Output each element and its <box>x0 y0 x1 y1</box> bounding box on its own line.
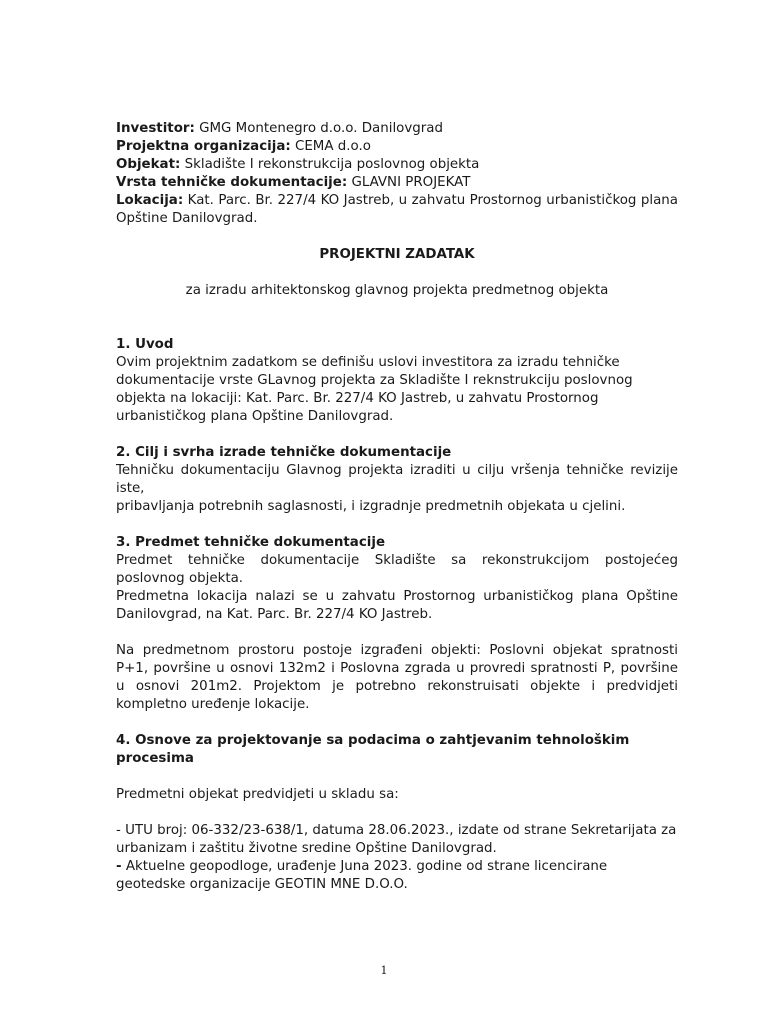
lokacija-value: Kat. Parc. Br. 227/4 KO Jastreb, u zahvatu Prostornog urbanističkog plana Opštine Danilovgrad. <box>116 193 678 226</box>
lokacija-label: Lokacija: <box>116 193 184 208</box>
objekat-value: Skladište I rekonstrukcija poslovnog objekta <box>180 157 480 172</box>
vrsta-label: Vrsta tehničke dokumentacije: <box>116 175 348 190</box>
section-title: 1. Uvod <box>116 337 174 352</box>
organizacija-row <box>116 138 678 156</box>
section-title: 4. Osnove za projektovanje sa podacima o zahtjevanim tehnološkim procesima <box>116 733 630 766</box>
investitor-value: GMG Montenegro d.o.o. Danilovgrad <box>194 121 443 136</box>
section-body-line: pribavljanja potrebnih saglasnosti, i izgradnje predmetnih objekata u cjelini. <box>116 499 626 514</box>
page-number: 1 <box>380 964 388 977</box>
section-paragraph: Predmetna lokacija nalazi se u zahvatu Prostornog urbanističkog plana Opštine Danilovgrad, na Kat. Parc. Br. 227/4 KO Jastreb. <box>116 589 678 622</box>
organizacija-value: CEMA d.o.o <box>290 139 371 154</box>
section-osnove <box>116 732 678 894</box>
section-title: 2. Cilj i svrha izrade tehničke dokumentacije <box>116 445 452 460</box>
list-item-text: Aktuelne geopodloge, urađenje Juna 2023. godine od strane licencirane geotedske organizacije GEOTIN MNE D.O.O. <box>116 859 608 892</box>
section-cilj <box>116 444 678 516</box>
document-title: PROJEKTNI ZADATAK <box>319 247 475 262</box>
section-uvod <box>116 336 678 426</box>
list-item: - UTU broj: 06-332/23-638/1, datuma 28.06.2023., izdate od strane Sekretarijata za urbanizam i zaštitu životne sredine Opštine Danilovgrad. <box>116 823 677 856</box>
list-dash: - <box>116 859 122 874</box>
section-paragraph: Na predmetnom prostoru postoje izgrađeni objekti: Poslovni objekat spratnosti P+1, površine u osnovi 132m2 i Poslovna zgrada u provredi spratnosti P, površine u osnovi 201m2. Projektom je potrebno rekonstruisati objekte i predvidjeti kompletno uređenje lokacije. <box>116 643 678 712</box>
investitor-row <box>116 120 678 138</box>
lokacija-row <box>116 192 678 228</box>
section-intro: Predmetni objekat predvidjeti u skladu sa: <box>116 787 399 802</box>
objekat-label: Objekat: <box>116 157 181 172</box>
section-body: Ovim projektnim zadatkom se definišu uslovi investitora za izradu tehničke dokumentacije vrste GLavnog projekta za Skladište I reknstrukciju poslovnog objekta na lokaciji: Kat. Parc. Br. 227/4 KO Jastreb, u zahvatu Prostornog urbanističkog plana Opštine Danilovgrad. <box>116 355 633 424</box>
organizacija-label: Projektna organizacija: <box>116 139 291 154</box>
vrsta-row <box>116 174 678 192</box>
section-paragraph: Predmet tehničke dokumentacije Skladište sa rekonstrukcijom postojećeg poslovnog objekta. <box>116 553 678 586</box>
section-predmet <box>116 534 678 714</box>
section-body-line: Tehničku dokumentaciju Glavnog projekta izraditi u cilju vršenja tehničke revizije iste, <box>116 463 678 496</box>
spacer <box>116 804 678 822</box>
document-header <box>116 120 678 228</box>
spacer <box>116 768 678 786</box>
section-title: 3. Predmet tehničke dokumentacije <box>116 535 386 550</box>
vrsta-value: GLAVNI PROJEKAT <box>347 175 471 190</box>
investitor-label: Investitor: <box>116 121 195 136</box>
spacer <box>116 624 678 642</box>
list-item <box>116 858 678 894</box>
document-page <box>116 120 678 894</box>
document-subtitle: za izradu arhitektonskog glavnog projekta predmetnog objekta <box>185 283 609 298</box>
objekat-row <box>116 156 678 174</box>
